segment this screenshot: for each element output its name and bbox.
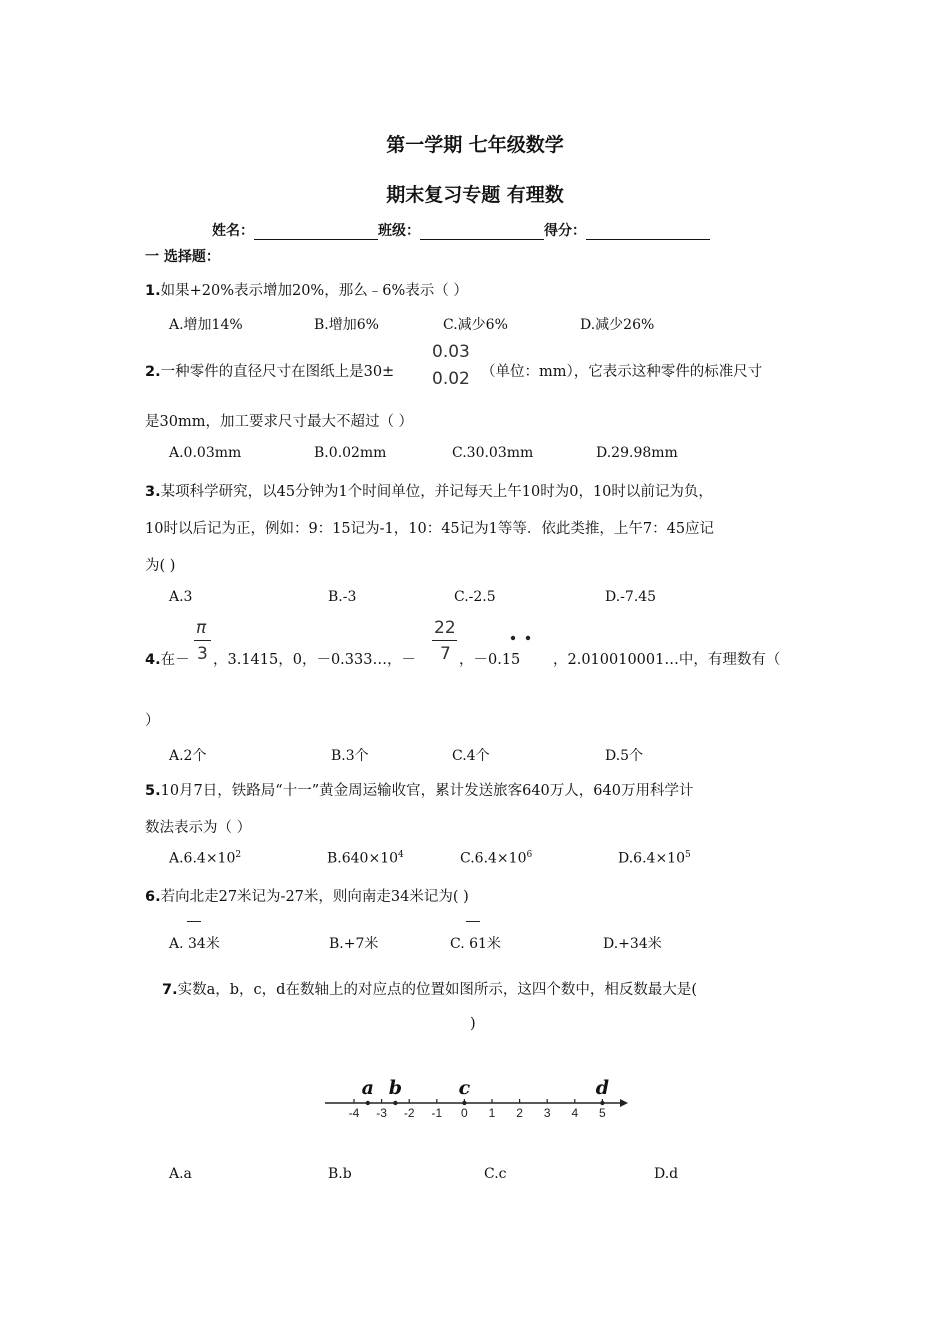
number-line-tick-label: -3 xyxy=(376,1106,387,1120)
q2-option-a[interactable]: A.0.03mm xyxy=(169,445,242,461)
number-line-tick-label: -4 xyxy=(348,1106,360,1120)
q6-minus-bar-c xyxy=(466,921,480,922)
q1-option-a[interactable]: A.增加14% xyxy=(169,317,243,333)
q4-denominator-7: 7 xyxy=(440,644,451,664)
number-line-point-c xyxy=(462,1101,466,1105)
section-heading: 一 选择题： xyxy=(145,249,220,265)
q3-option-b[interactable]: B.-3 xyxy=(328,589,357,605)
q7-option-b[interactable]: B.b xyxy=(328,1166,352,1182)
q2-option-b[interactable]: B.0.02mm xyxy=(314,445,387,461)
q6-option-d[interactable]: D.+34米 xyxy=(603,936,662,952)
q4-repeating-decimal: ，－0.15 xyxy=(459,652,521,668)
q7-option-c[interactable]: C.c xyxy=(484,1166,507,1182)
question-2-line-1: 2.一种零件的直径尺寸在图纸上是30± xyxy=(145,364,395,380)
q4-list-end: ，2.010010001…中，有理数有（ xyxy=(553,652,781,668)
q6-option-a[interactable]: A. 34米 xyxy=(169,936,220,952)
class-blank[interactable] xyxy=(420,225,544,240)
q7-option-a[interactable]: A.a xyxy=(169,1166,192,1182)
number-line-tick-label: 0 xyxy=(461,1106,468,1120)
number-line-tick-label: 1 xyxy=(488,1106,496,1120)
number-line-tick-label: -1 xyxy=(431,1106,443,1120)
q4-option-b[interactable]: B.3个 xyxy=(331,748,369,764)
number-line-point-label-d: d xyxy=(595,1077,610,1099)
number-line-tick-label: 4 xyxy=(571,1106,579,1120)
number-line-point-a xyxy=(366,1101,370,1105)
q4-numerator-22: 22 xyxy=(434,618,456,638)
q3-option-c[interactable]: C.-2.5 xyxy=(454,589,496,605)
q6-option-b[interactable]: B.+7米 xyxy=(329,936,379,952)
q3-option-a[interactable]: A.3 xyxy=(169,589,193,605)
title-line-1: 第一学期 七年级数学 xyxy=(386,134,564,156)
title-line-2: 期末复习专题 有理数 xyxy=(386,184,564,206)
question-3-line-1: 3.某项科学研究，以45分钟为1个时间单位，并记每天上午10时为0，10时以前记为负， xyxy=(145,484,713,500)
q4-option-d[interactable]: D.5个 xyxy=(605,748,644,764)
q2-tolerance-lower: 0.02 xyxy=(432,369,470,389)
question-5-line-2: 数法表示为（ ） xyxy=(145,820,252,836)
q6-minus-bar-a xyxy=(187,921,201,922)
q3-option-d[interactable]: D.-7.45 xyxy=(605,589,657,605)
q1-option-b[interactable]: B.增加6% xyxy=(314,317,379,333)
q1-option-c[interactable]: C.减少6% xyxy=(443,317,508,333)
number-line-point-label-b: b xyxy=(388,1077,403,1099)
question-4-line-1: 4.在－ xyxy=(145,652,190,668)
number-line-tick-label: 3 xyxy=(543,1106,551,1120)
q7-option-d[interactable]: D.d xyxy=(654,1166,679,1182)
question-7-line-1: 7.实数a，b，c，d在数轴上的对应点的位置如图所示，这四个数中，相反数最大是( xyxy=(162,982,698,998)
number-line-point-d xyxy=(600,1101,604,1105)
q4-option-a[interactable]: A.2个 xyxy=(169,748,207,764)
q4-denominator-3: 3 xyxy=(197,644,208,664)
question-3-line-2: 10时以后记为正，例如：9：15记为-1，10：45记为1等等．依此类推，上午7：45应记 xyxy=(145,521,715,537)
q5-option-b[interactable]: $B.640\times 10^4$ xyxy=(327,850,404,867)
question-5-line-1: 5.10月7日，铁路局“十一”黄金周运输收官，累计发送旅客640万人，640万用科学计 xyxy=(145,783,694,799)
q4-repeat-dots xyxy=(505,632,535,644)
q2-option-d[interactable]: D.29.98mm xyxy=(596,445,678,461)
question-6: 6.若向北走27米记为-27米，则向南走34米记为( ) xyxy=(145,889,469,905)
q4-fraction-bar-1 xyxy=(194,640,211,641)
question-4-line-2: ） xyxy=(145,713,160,729)
question-7-line-2: ) xyxy=(470,1016,476,1032)
q2-option-c[interactable]: C.30.03mm xyxy=(452,445,534,461)
number-line-tick-label: 2 xyxy=(516,1106,523,1120)
question-2-line-2: 是30mm，加工要求尺寸最大不超过（ ） xyxy=(145,414,414,430)
question-3-line-3: 为( ) xyxy=(145,558,176,574)
number-line-arrow xyxy=(620,1099,628,1107)
q1-option-d[interactable]: D.减少26% xyxy=(580,317,655,333)
q4-list-middle: ，3.1415，0，－0.333…，－ xyxy=(213,652,416,668)
question-1: 1.如果+20%表示增加20%，那么﹣6%表示（ ） xyxy=(145,283,468,299)
name-blank[interactable] xyxy=(254,225,378,240)
score-blank[interactable] xyxy=(586,225,710,240)
q5-option-a[interactable]: $A.6.4\times 10^2$ xyxy=(169,850,242,867)
q4-pi: π xyxy=(196,618,207,638)
number-line-point-label-a: a xyxy=(361,1077,374,1099)
q2-tolerance-upper: 0.03 xyxy=(432,342,470,362)
name-label: 姓名： xyxy=(212,223,254,239)
number-line xyxy=(320,1072,630,1122)
number-line-tick-label: -2 xyxy=(403,1106,415,1120)
info-line xyxy=(212,220,710,240)
number-line-point-label-c: c xyxy=(458,1077,471,1099)
q5-option-d[interactable]: $D.6.4\times 10^5$ xyxy=(618,850,691,867)
question-2-line-1-end: （单位：mm），它表示这种零件的标准尺寸 xyxy=(481,364,763,380)
score-label: 得分： xyxy=(544,223,586,239)
q6-option-c[interactable]: C. 61米 xyxy=(450,936,501,952)
class-label: 班级： xyxy=(378,223,420,239)
q5-option-c[interactable]: $C.6.4\times 10^6$ xyxy=(460,850,533,867)
number-line-point-b xyxy=(393,1101,397,1105)
q4-fraction-bar-2 xyxy=(432,640,457,641)
q4-option-c[interactable]: C.4个 xyxy=(452,748,490,764)
number-line-tick-label: 5 xyxy=(599,1106,606,1120)
